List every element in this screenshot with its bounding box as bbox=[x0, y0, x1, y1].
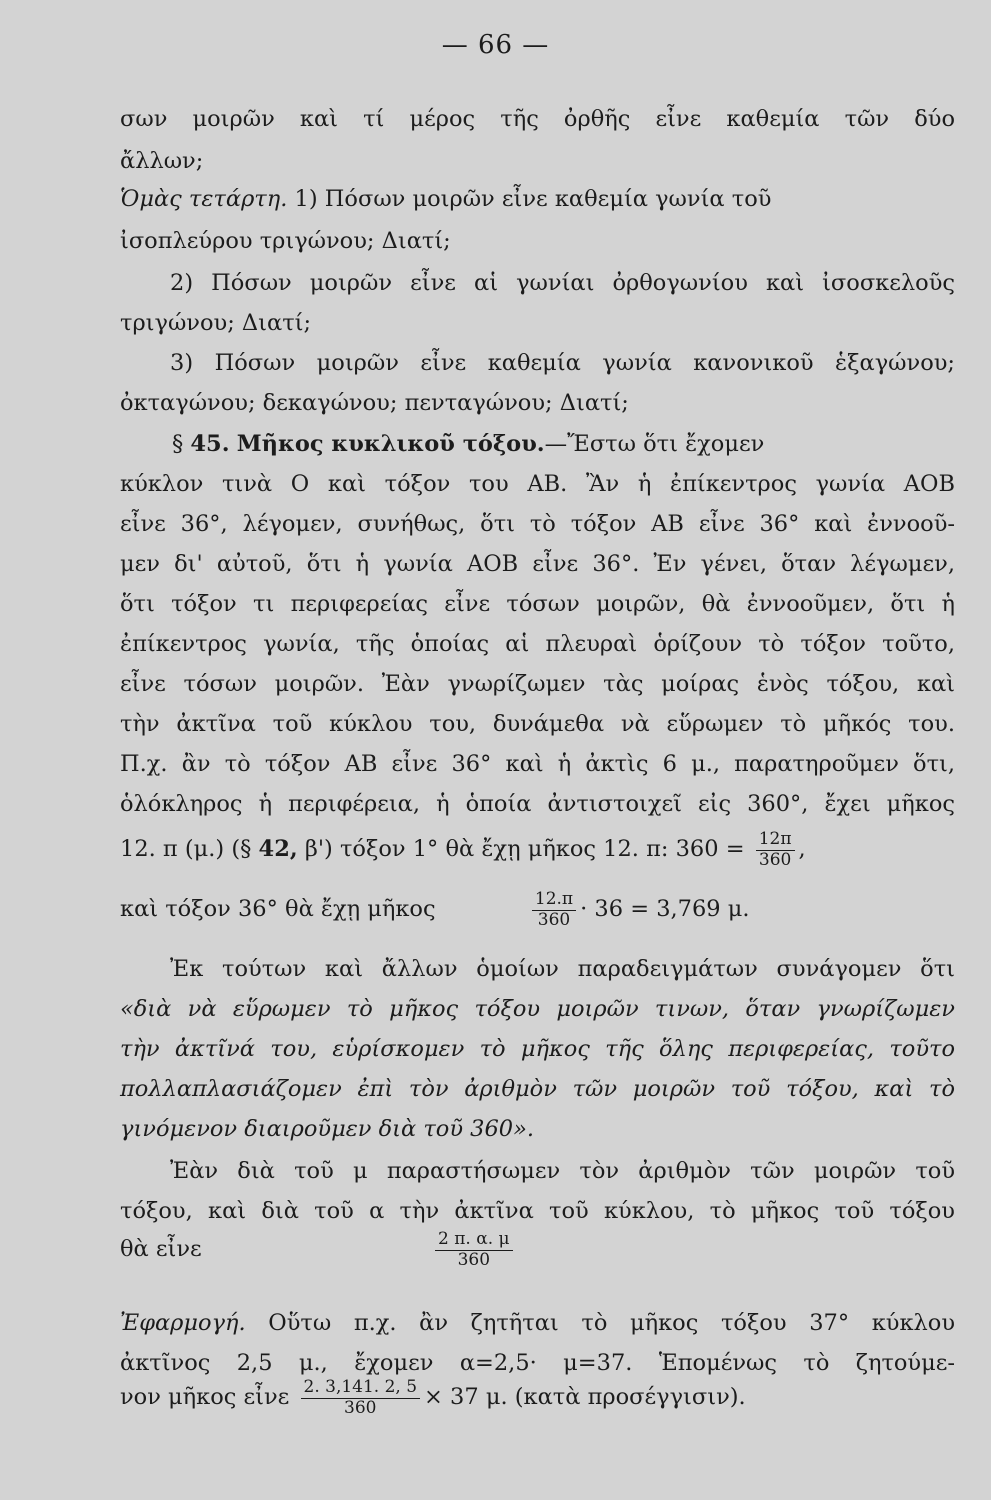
rule-text-line: «διὰ νὰ εὕρωμεν τὸ μῆκος τόξου μοιρῶν τινων, ὅταν γνωρίζωμεν bbox=[120, 996, 955, 1022]
application-label: Ἐφαρμογή. bbox=[120, 1310, 246, 1336]
equation-line-1: 12. π (μ.) (§ 42, β') τόξον 1° θὰ ἔχῃ μῆκος 12. π: 360 = $\frac{12\pi}{360}$ , bbox=[120, 829, 806, 870]
group-heading: Ὁμὰς τετάρτη. bbox=[120, 186, 288, 212]
section-intro: —Ἔστω ὅτι ἔχομεν bbox=[544, 431, 765, 457]
text-line: σων μοιρῶν καὶ τί μέρος τῆς ὀρθῆς εἶνε καθεμία τῶν δύο bbox=[120, 106, 955, 132]
text-line: 3) Πόσων μοιρῶν εἶνε καθεμία γωνία κανονικοῦ ἑξαγώνου; bbox=[170, 350, 955, 376]
text-line: Π.χ. ἂν τὸ τόξον ΑΒ εἶνε 36° καὶ ἡ ἀκτὶς 6 μ., παρατηροῦμεν ὅτι, bbox=[120, 751, 955, 777]
formula-line: θὰ εἶνε $\frac{2 \pi. \alpha. \mu}{360}$ bbox=[120, 1230, 955, 1270]
text-line: 2) Πόσων μοιρῶν εἶνε αἱ γωνίαι ὀρθογωνίου καὶ ἰσοσκελοῦς bbox=[170, 270, 955, 296]
rule-text-line: γινόμενον διαιροῦμεν διὰ τοῦ 360». bbox=[120, 1116, 535, 1142]
text-line: κύκλον τινὰ Ο καὶ τόξον του ΑΒ. Ἂν ἡ ἐπίκεντρος γωνία ΑΟΒ bbox=[120, 471, 955, 497]
text-line: μεν δι' αὐτοῦ, ὅτι ἡ γωνία ΑΟΒ εἶνε 36°. Ἐν γένει, ὅταν λέγωμεν, bbox=[120, 551, 955, 577]
question-text: 1) Πόσων μοιρῶν εἶνε καθεμία γωνία τοῦ bbox=[294, 186, 772, 212]
text-line: Ἐκ τούτων καὶ ἄλλων ὁμοίων παραδειγμάτων συνάγομεν ὅτι bbox=[170, 956, 955, 982]
text-line: ὅτι τόξον τι περιφερείας εἶνε τόσων μοιρῶν, θὰ ἐννοοῦμεν, ὅτι ἡ bbox=[120, 591, 955, 617]
text-line: ὀκταγώνου; δεκαγώνου; πενταγώνου; Διατί; bbox=[120, 390, 629, 416]
rule-text-line: τὴν ἀκτῖνά του, εὑρίσκομεν τὸ μῆκος τῆς ὅλης περιφερείας, τοῦτο bbox=[120, 1036, 955, 1062]
section-heading-line bbox=[172, 433, 955, 456]
equation-line-2: καὶ τόξον 36° θὰ ἔχῃ μῆκος $\frac{12.\pi}{360}$ · 36 = 3,769 μ. bbox=[120, 889, 750, 930]
text-line: ἀκτῖνος 2,5 μ., ἔχομεν α=2,5· μ=37. Ἑπομένως τὸ ζητούμε- bbox=[120, 1350, 955, 1376]
text-line: τόξου, καὶ διὰ τοῦ α τὴν ἀκτῖνα τοῦ κύκλου, τὸ μῆκος τοῦ τόξου bbox=[120, 1198, 955, 1224]
result-fraction: $\frac{2. 3,141. 2, 5}{360}$ bbox=[301, 1378, 421, 1418]
text-line: εἶνε τόσων μοιρῶν. Ἐὰν γνωρίζωμεν τὰς μοίρας ἑνὸς τόξου, καὶ bbox=[120, 671, 955, 697]
text-line: ἰσοπλεύρου τριγώνου; Διατί; bbox=[120, 228, 451, 254]
formula-fraction: $\frac{2 \pi. \alpha. \mu}{360}$ bbox=[435, 1230, 513, 1270]
text-line: τὴν ἀκτῖνα τοῦ κύκλου του, δυνάμεθα νὰ εὕρωμεν τὸ μῆκός του. bbox=[120, 711, 955, 737]
fraction-12pi-360: $\frac{12.\pi}{360}$ bbox=[532, 890, 576, 930]
text-line: Ἐὰν διὰ τοῦ μ παραστήσωμεν τὸν ἀριθμὸν τῶν μοιρῶν τοῦ bbox=[170, 1158, 955, 1184]
section-title: Μῆκος κυκλικοῦ τόξου. bbox=[236, 431, 545, 457]
section-reference: 42, bbox=[258, 836, 298, 863]
text-line: ἐπίκεντρος γωνία, τῆς ὁποίας αἱ πλευραὶ ὁρίζουν τὸ τόξον τοῦτο, bbox=[120, 631, 955, 657]
result-line: νον μῆκος εἶνε $\frac{2. 3,141. 2, 5}{360}$ × 37 μ. (κατὰ προσέγγισιν). bbox=[120, 1377, 746, 1418]
rule-text-line: πολλαπλασιάζομεν ἐπὶ τὸν ἀριθμὸν τῶν μοιρῶν τοῦ τόξου, καὶ τὸ bbox=[120, 1076, 955, 1102]
section-number: 45. bbox=[190, 431, 230, 457]
text-line: ὁλόκληρος ἡ περιφέρεια, ἡ ὁποία ἀντιστοιχεῖ εἰς 360°, ἔχει μῆκος bbox=[120, 791, 955, 817]
fraction-12pi-360: $\frac{12\pi}{360}$ bbox=[756, 830, 795, 870]
text-line bbox=[120, 188, 955, 211]
text-line: εἶνε 36°, λέγομεν, συνήθως, ὅτι τὸ τόξον ΑΒ εἶνε 36° καὶ ἐννοοῦ- bbox=[120, 511, 955, 537]
text-line: ἄλλων; bbox=[120, 148, 204, 174]
text-line: Ἐφαρμογή. Οὕτω π.χ. ἂν ζητῆται τὸ μῆκος τόξου 37° κύκλου bbox=[120, 1310, 955, 1336]
section-sign: § bbox=[172, 431, 184, 457]
page-number: — 66 — bbox=[441, 30, 550, 60]
text-line: τριγώνου; Διατί; bbox=[120, 310, 312, 336]
